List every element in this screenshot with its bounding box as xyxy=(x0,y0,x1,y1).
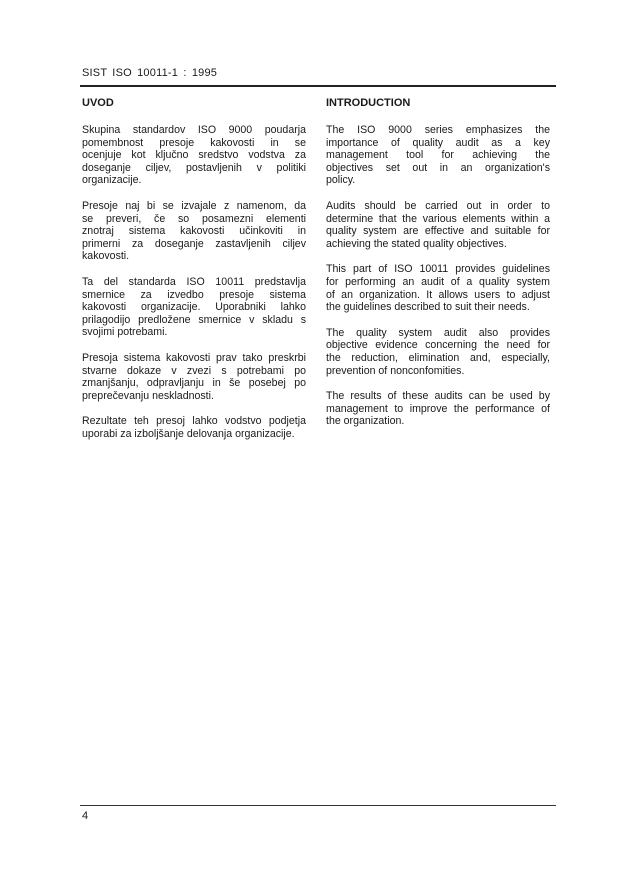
text-line: se preveri, če so posamezni elementi xyxy=(82,212,306,225)
text-line: importance of quality audit as a key xyxy=(326,136,550,149)
text-line: policy. xyxy=(326,174,356,187)
text-line: Audits should be carried out in order to xyxy=(326,199,550,212)
paragraph xyxy=(326,390,550,428)
paragraph xyxy=(82,124,306,187)
text-line: determine that the various elements within a xyxy=(326,212,550,225)
paragraph xyxy=(82,200,306,263)
text-line: Presoje naj bi se izvajale z namenom, da xyxy=(82,199,306,212)
text-line: primerni za doseganje zastavljenih ciljev xyxy=(82,237,306,250)
section-title-slovenian: UVOD xyxy=(82,97,114,109)
text-line: Skupina standardov ISO 9000 poudarja xyxy=(82,124,306,136)
paragraph xyxy=(326,124,550,187)
text-line: management tool for achieving the xyxy=(326,149,550,162)
text-line: The ISO 9000 series emphasizes the xyxy=(326,124,550,136)
text-line: pomembnost presoje kakovosti in se xyxy=(82,136,306,149)
text-line: of an organization. It allows users to adjust xyxy=(326,288,550,301)
footer-rule xyxy=(80,805,556,806)
text-line: organizacije. xyxy=(82,174,142,187)
paragraphs xyxy=(326,124,550,428)
header-rule xyxy=(80,85,556,87)
text-line: stvarne dokaze v zvezi s potrebami po xyxy=(82,364,306,377)
text-line: preprečevanju neskladnosti. xyxy=(82,389,214,402)
text-line: the guidelines described to suit their needs. xyxy=(326,301,530,314)
text-line: smernice za izvedbo presoje sistema xyxy=(82,288,306,301)
text-line: quality system are effective and suitable for xyxy=(326,225,550,238)
page-number: 4 xyxy=(82,810,89,822)
document-header: SIST ISO 10011-1 : 1995 xyxy=(82,67,218,79)
text-line: znotraj sistema kakovosti učinkoviti in xyxy=(82,225,306,238)
text-line: objective evidence concerning the need for xyxy=(326,339,550,352)
text-line: Presoja sistema kakovosti prav tako preskrbi xyxy=(82,351,306,364)
text-line: the reduction, elimination and, especially, xyxy=(326,351,550,364)
text-line: zmanjšanju, odpravljanju in še posebej po xyxy=(82,377,306,390)
text-line: The results of these audits can be used by xyxy=(326,390,550,403)
paragraph xyxy=(326,263,550,313)
text-line: prilagodijo predložene smernice v skladu s xyxy=(82,313,306,326)
text-line: svojimi potrebami. xyxy=(82,326,168,339)
text-line: Rezultate teh presoj lahko vodstvo podjetja xyxy=(82,415,306,428)
text-line: achieving the stated quality objectives. xyxy=(326,237,507,250)
text-line: kakovosti organizacije. Uporabniki lahko xyxy=(82,301,306,314)
text-line: the organization. xyxy=(326,415,405,428)
paragraph xyxy=(82,352,306,402)
slovenian-column xyxy=(82,97,306,453)
text-line: for performing an audit of a quality system xyxy=(326,275,550,288)
paragraph xyxy=(326,327,550,377)
english-column xyxy=(326,97,550,441)
text-line: doseganje ciljev, postavljenih v politiki xyxy=(82,161,306,174)
text-line: prevention of nonconfomities. xyxy=(326,364,465,377)
text-line: Ta del standarda ISO 10011 predstavlja xyxy=(82,275,306,288)
paragraphs xyxy=(82,124,306,440)
text-line: kakovosti. xyxy=(82,250,130,263)
text-line: ocenjuje kot ključno sredstvo vodstva za xyxy=(82,149,306,162)
paragraph xyxy=(82,276,306,339)
text-line: The quality system audit also provides xyxy=(326,326,550,339)
paragraph xyxy=(82,415,306,440)
paragraph xyxy=(326,200,550,250)
text-line: objectives set out in an organization's xyxy=(326,161,550,174)
text-line: management to improve the performance of xyxy=(326,402,550,415)
text-line: uporabi za izboljšanje delovanja organizacije. xyxy=(82,427,295,440)
section-title-english: INTRODUCTION xyxy=(326,97,411,109)
text-line: This part of ISO 10011 provides guidelines xyxy=(326,263,550,276)
